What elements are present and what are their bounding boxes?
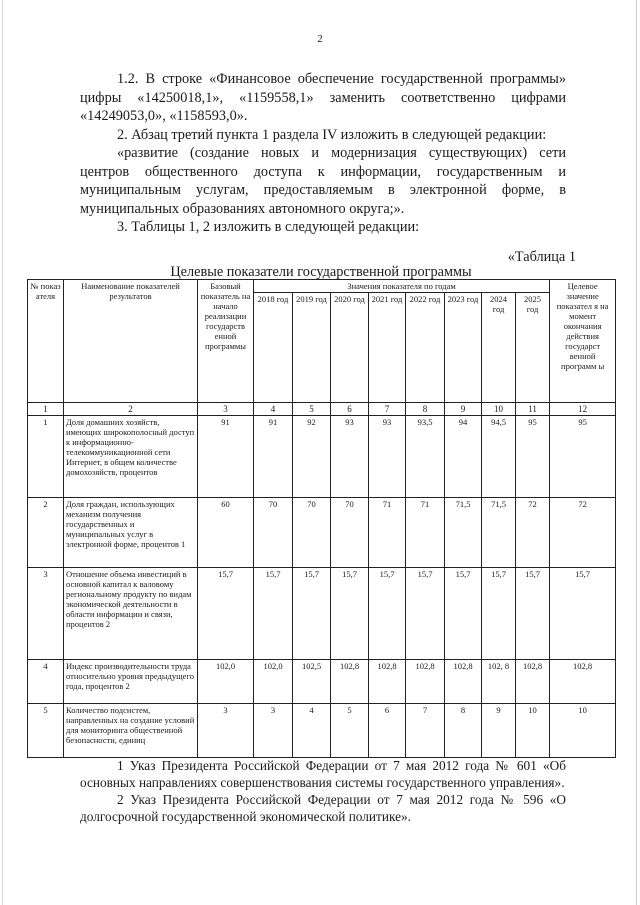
row-num: 4 [28,660,64,704]
row-base: 91 [198,416,254,498]
header-num: № показ ателя [28,280,64,403]
header-base: Базовый показатель на начало реализации государств енной программы [198,280,254,403]
col-number: 12 [550,403,616,416]
row-value: 70 [293,498,331,568]
table-row [28,416,616,498]
row-base: 3 [198,704,254,758]
page-number: 2 [317,33,323,45]
row-base: 60 [198,498,254,568]
column-numbers-row [28,403,616,416]
header-year-2022: 2022 год [406,293,445,403]
row-value: 91 [254,416,293,498]
row-value: 71 [369,498,406,568]
scan-edge-left [2,0,3,905]
row-target: 102,8 [550,660,616,704]
row-value: 72 [516,498,550,568]
col-number: 4 [254,403,293,416]
row-value: 5 [331,704,369,758]
table-title: Целевые показатели государственной программы [170,264,472,280]
paragraph-3: 3. Таблицы 1, 2 изложить в следующей редакции: [117,219,420,235]
row-value: 8 [445,704,482,758]
row-value: 94 [445,416,482,498]
col-number: 9 [445,403,482,416]
table-row [28,660,616,704]
header-year-2025: 2025 год [516,293,550,403]
header-name: Наименование показателей результатов [64,280,198,403]
row-value: 10 [516,704,550,758]
row-value: 15,7 [445,568,482,660]
scan-edge-right [636,0,637,905]
row-value: 102, 8 [482,660,516,704]
col-number: 3 [198,403,254,416]
row-value: 71,5 [445,498,482,568]
row-value: 102,8 [516,660,550,704]
row-value: 7 [406,704,445,758]
row-value: 15,7 [516,568,550,660]
row-name: Отношение объема инвестиций в основной капитал к валовому региональному продукту по видам экономической деятельности в области информации и связи, процентов 2 [64,568,198,660]
row-num: 1 [28,416,64,498]
col-number: 6 [331,403,369,416]
col-number: 8 [406,403,445,416]
paragraph-1-2: 1.2. В строке «Финансовое обеспечение государственной программы» цифры «14250018,1», «1159558,1» заменить соответственно цифрами «14249053,0», «1158593,0». [80,71,566,124]
indicators-table [27,279,616,758]
row-name: Доля граждан, использующих механизм получения государственных и муниципальных услуг в электронной форме, процентов 1 [64,498,198,568]
row-value: 15,7 [369,568,406,660]
row-base: 102,0 [198,660,254,704]
col-number: 7 [369,403,406,416]
row-num: 5 [28,704,64,758]
row-value: 71 [406,498,445,568]
row-value: 15,7 [406,568,445,660]
row-value: 3 [254,704,293,758]
col-number: 5 [293,403,331,416]
header-year-2019: 2019 год [293,293,331,403]
row-value: 71,5 [482,498,516,568]
paragraph-quote: «развитие (создание новых и модернизация существующих) сети центров общественного доступа к информации, государственным и муниципальным услугам, предоставляемым в электронной форме, в муниципальных образованиях автономного округа;». [80,145,566,217]
row-value: 102,8 [445,660,482,704]
body-text [80,70,566,237]
row-value: 4 [293,704,331,758]
row-value: 93 [331,416,369,498]
row-num: 3 [28,568,64,660]
col-number: 10 [482,403,516,416]
col-number: 1 [28,403,64,416]
header-year-2024: 2024 год [482,293,516,403]
row-value: 70 [331,498,369,568]
row-value: 70 [254,498,293,568]
row-target: 15,7 [550,568,616,660]
row-name: Количество подсистем, направленных на создание условий для мониторинга общественной безопасности, единиц [64,704,198,758]
row-value: 102,8 [331,660,369,704]
table-row [28,568,616,660]
row-value: 15,7 [331,568,369,660]
row-value: 15,7 [293,568,331,660]
row-value: 102,5 [293,660,331,704]
row-value: 92 [293,416,331,498]
header-years-group: Значения показателя по годам [254,280,550,293]
row-value: 94,5 [482,416,516,498]
row-value: 102,8 [369,660,406,704]
row-name: Индекс производительности труда относительно уровня предыдущего года, процентов 2 [64,660,198,704]
row-value: 9 [482,704,516,758]
header-year-2023: 2023 год [445,293,482,403]
row-value: 102,0 [254,660,293,704]
header-target: Целевое значение показател я на момент окончания действия государст венной программ ы [550,280,616,403]
footnotes [80,757,566,825]
table-row [28,704,616,758]
row-base: 15,7 [198,568,254,660]
footnote-2: 2 Указ Президента Российской Федерации от 7 мая 2012 года № 596 «О долгосрочной государственной экономической политике». [80,792,566,824]
row-value: 6 [369,704,406,758]
row-num: 2 [28,498,64,568]
row-target: 10 [550,704,616,758]
row-name: Доля домашних хозяйств, имеющих широкополосный доступ к информационно-телекоммуникационной сети Интернет, в общем количестве домохозяйств, процентов [64,416,198,498]
header-year-2018: 2018 год [254,293,293,403]
table-row [28,498,616,568]
header-year-2021: 2021 год [369,293,406,403]
row-value: 15,7 [254,568,293,660]
paragraph-2: 2. Абзац третий пункта 1 раздела IV изложить в следующей редакции: [117,126,547,143]
footnote-1: 1 Указ Президента Российской Федерации от 7 мая 2012 года № 601 «Об основных направлениях совершенствования системы государственного управления». [80,758,566,790]
row-value: 93 [369,416,406,498]
col-number: 11 [516,403,550,416]
row-value: 95 [516,416,550,498]
row-target: 95 [550,416,616,498]
row-value: 102,8 [406,660,445,704]
row-target: 72 [550,498,616,568]
header-year-2020: 2020 год [331,293,369,403]
table-reference: «Таблица 1 [507,249,576,265]
col-number: 2 [64,403,198,416]
row-value: 93,5 [406,416,445,498]
row-value: 15,7 [482,568,516,660]
